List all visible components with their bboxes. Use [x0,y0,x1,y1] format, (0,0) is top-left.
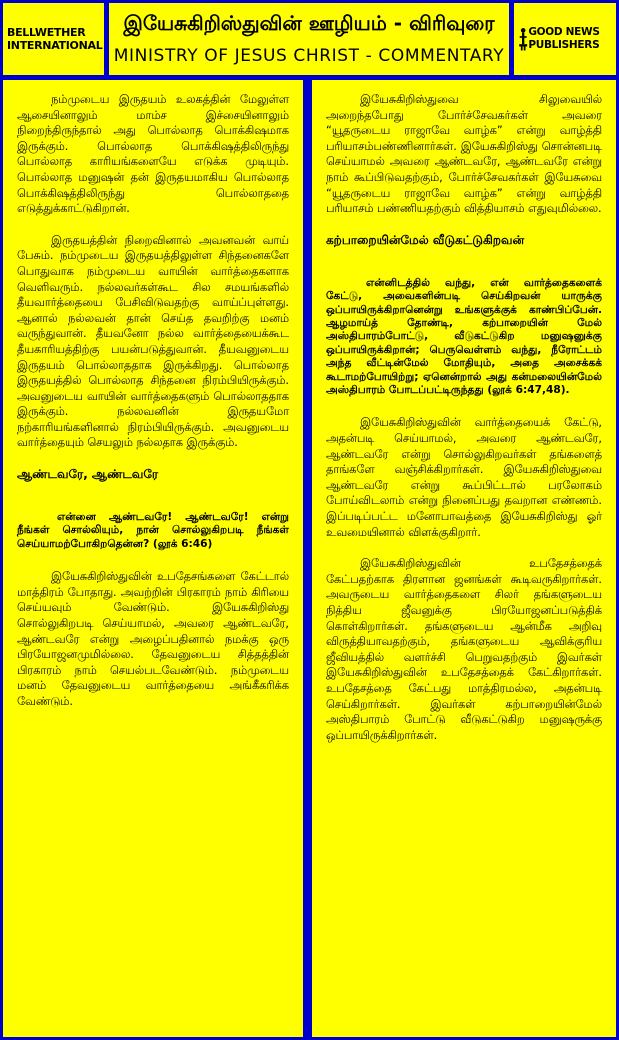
title-english: MINISTRY OF JESUS CHRIST - COMMENTARY [113,46,505,66]
header-left-logo-box [3,3,104,75]
left-paragraph-1: நம்முடைய இருதயம் உலகத்தின் மேலுள்ள ஆசையினாலும் மாம்ச இச்சையினாலும் நிறைந்திருந்தால் அது பொல்லாத பொக்கிஷமாக இருக்கும். பொல்லாத பொக்கிஷத்திலிருந்து பொல்லாத காரியங்களையே எடுக்க முடியும். பொல்லாத மனுஷன் தன் இருதயமாகிய பொல்லாத பொக்கிஷத்திலிருந்து பொல்லாததை எடுத்துக்காட்டுகிறான். [17,93,289,216]
verse-luke-6-46: என்னை ஆண்டவரே! ஆண்டவரே! என்று நீங்கள் சொல்லியும், நான் சொல்லுகிறபடி நீங்கள் செய்யாமற்போகிறதென்ன? (லூக் 6:46) [17,511,289,550]
title-tamil: இயேசுகிறிஸ்துவின் ஊழியம் - விரிவுரை [123,11,495,35]
right-paragraph-1: இயேசுகிறிஸ்துவை சிலுவையில் அறைந்தபோது போர்ச்சேவகர்கள் அவரை “யூதருடைய ராஜாவே வாழ்க” என்று வாழ்த்தி பரியாசம்பண்ணினார்கள். இயேசுகிறிஸ்து சொன்னபடி செய்யாமல் அவரை ஆண்டவரே, ஆண்டவரே என்று நாம் கூப்பிடுவதற்கும், போர்ச்சேவகர்கள் இயேசுவை “யூதருடைய ராஜாவே வாழ்க” என்று வாழ்த்தி பரியாசம் பண்ணியதற்கும் வித்தியாசம் எதுவுமில்லை. [326,93,602,216]
right-paragraph-3: இயேசுகிறிஸ்துவின் உபதேசத்தைக் கேட்பதற்காக திரளான ஜனங்கள் கூடிவருகிறார்கள். அவருடைய வார்த்தைகளை சிலர் தங்களுடைய நித்திய ஜீவனுக்கு பிரயோஜனப்படுத்திக் கொள்கிறார்கள். தங்களுடைய ஆன்மீக அறிவு விருத்தியாவதற்கும், தங்களுடைய ஆவிக்குரிய ஜீவியத்தில் வளர்ச்சி பெறுவதற்கும் இவர்கள் இயேசுகிறிஸ்துவின் உபதேசத்தைக் கேட்கிறார்கள். உபதேசத்தை கேட்பது மாத்திரமல்ல, அதன்படி செய்கிறார்கள். இவர்கள் கற்பாறையின்மேல் அஸ்திபாரம் போட்டு வீடுகட்டுகிற மனுஷருக்கு ஒப்பாயிருக்கிறார்கள். [326,557,602,742]
section-heading-lord-lord: ஆண்டவரே, ஆண்டவரே [17,467,159,482]
header-title-box [109,3,509,75]
verse-luke-6-47-48: என்னிடத்தில் வந்து, என் வார்த்தைகளைக் கேட்டு, அவைகளின்படி செய்கிறவன் யாருக்கு ஒப்பாயிருக்கிறானென்று உங்களுக்குக் காண்பிப்பேன். ஆழமாய்த் தோண்டி, கற்பாறையின் மேல் அஸ்திபாரம்போட்டு, வீடுகட்டுகிற மனுஷனுக்கு ஒப்பாயிருக்கிறான்; பெருவெள்ளம் வந்து, நீரோட்டம் அந்த வீட்டின்மேல் மோதியும், அதை அசைக்கக் கூடாமற்போயிற்று; ஏனென்றால் அது கன்மலையின்மேல் அஸ்திபாரம் போடப்பட்டிருந்தது (லூக் 6:47,48). [326,276,602,396]
header-right-logo-box [514,3,616,75]
right-paragraph-2: இயேசுகிறிஸ்துவின் வார்த்தையைக் கேட்டு, அதன்படி செய்யாமல், அவரை ஆண்டவரே, ஆண்டவரே என்று சொல்லுகிறவர்கள் தங்களைத் தாங்களே வஞ்சிக்கிறார்கள். இயேசுகிறிஸ்துவை ஆண்டவரே என்று கூப்பிட்டால் பரலோகம் போய்விடலாம் என்று நினைப்பது தவறான எண்ணம். இப்படிப்பட்ட மனோபாவத்தை இயேசுகிறிஸ்து ஓர் உவமையினால் விளக்குகிறார். [326,416,602,539]
right-column [312,80,616,1037]
left-paragraph-3: இயேசுகிறிஸ்துவின் உபதேசங்களை கேட்டால் மாத்திரம் போதாது. அவற்றின் பிரகாரம் நாம் கிரியை செய்யவும் வேண்டும். இயேசுகிறிஸ்து சொல்லுகிறபடி செய்யாமல், அவரை ஆண்டவரே, ஆண்டவரே என்று அழைப்பதினால் நமக்கு ஒரு பிரயோஜனமுமில்லை. தேவனுடைய சித்தத்தின் பிரகாரம் நாம் செயல்படவேண்டும். நம்முடைய மனம் தேவனுடைய வார்த்தையை அங்கீகரிக்க வேண்டும். [17,570,289,709]
good-news-logo-text: GOOD NEWS PUBLISHERS [528,26,600,51]
left-paragraph-2: இருதயத்தின் நிறைவினால் அவனவன் வாய் பேசும். நம்முடைய இருதயத்திலுள்ள சிந்தனைகளே பொதுவாக நம்முடைய வாயின் வார்த்தைகளாக வெளிவரும். நல்லவர்கள்கூட சில சமயங்களில் தீயவார்த்தையை பேசிவிடுவதற்கு வாய்ப்புள்ளது. ஆனால் நல்லவன் தான் செய்த தவறிற்கு மனம் வருந்துவான். தீயவனோ நல்ல வார்த்தையைக்கூட தீயகாரியத்திற்கு பயன்படுத்துவான். தீயவனுடைய இருதயம் பொல்லாததாக இருக்கிறது. பொல்லாத இருதயத்தில் பொல்லாத சிந்தனை நிரம்பியிருக்கும். அவனுடைய வாயின் வார்த்தைகளும் பொல்லாததாக இருக்கும். நல்லவனின் இருதயமோ நற்காரியங்களினால் நிரம்பியிருக்கும். அவனுடைய வார்த்தையும் செயலும் நல்லதாக இருக்கும். [17,233,289,450]
bellwether-logo-text: BELLWETHER INTERNATIONAL [7,26,103,52]
good-news-emblem-icon [518,17,528,61]
section-heading-house-on-rock: கற்பாறையின்மேல் வீடுகட்டுகிறவன் [326,232,525,247]
left-column [3,80,303,1037]
